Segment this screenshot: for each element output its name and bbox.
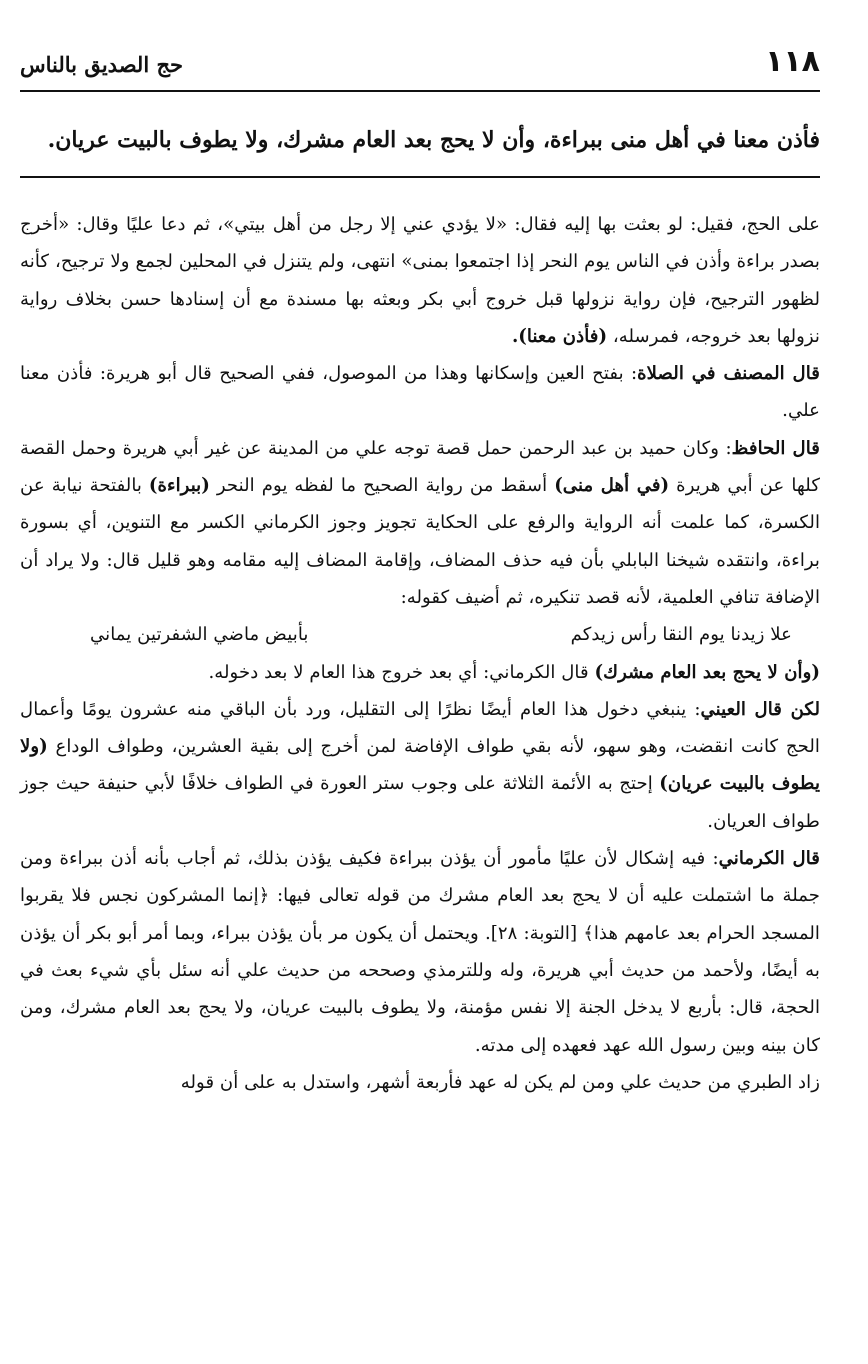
quoted-phrase: (وأن لا يحج بعد العام مشرك) — [594, 661, 820, 683]
citation: قال المصنف في الصلاة — [637, 363, 820, 385]
matn-rule — [20, 176, 820, 178]
header-rule — [20, 90, 820, 92]
commentary-text: زاد الطبري من حديث علي ومن لم يكن له عهد فأربعة أشهر، واستدل به على أن قوله — [180, 1071, 820, 1093]
verse-second-hemistich: بأبيض ماضي الشفرتين يماني — [90, 624, 309, 646]
page-header — [20, 40, 820, 90]
running-title: حج الصديق بالناس — [20, 52, 183, 77]
poetry-verse — [20, 616, 820, 653]
commentary-paragraph — [20, 654, 820, 691]
commentary-paragraph — [20, 691, 820, 840]
commentary-text: بالفتحة نيابة عن الكسرة، كما علمت أنه الرواية والرفع على الحكاية تجويز وجوز الكرماني الكسر مع التنوين، أي بسورة براءة، وانتقده شيخنا البابلي بأن فيه حذف المضاف، وإقامة المضاف إليه مقامه وهو قليل قال: ولا يراد أن الإضافة تنافي العلمية، لأنه قصد تنكيره، ثم أضيف كقوله: — [20, 475, 820, 608]
quoted-phrase: (ببراءة) — [148, 475, 210, 497]
commentary-text: : ينبغي دخول هذا العام أيضًا نظرًا إلى التقليل، ورد بأن الباقي منه عشرون يومًا وأعمال الحج كانت انقضت، وهو سهو، لأنه بقي طواف الإفاضة لمن أخرج إلى بقية العشرين، وطواف الوداع — [20, 698, 820, 758]
commentary-paragraph — [20, 840, 820, 1064]
matn-text: فأذن معنا في أهل منى ببراءة، وأن لا يحج بعد العام مشرك، ولا يطوف بالبيت عريان. — [47, 127, 820, 153]
commentary-text: على الحج، فقيل: لو بعثت بها إليه فقال: «لا يؤدي عني إلا رجل من أهل بيتي»، ثم دعا عليًا وقال: «أخرج بصدر براءة وأذن في الناس يوم النحر إذا اجتمعوا بمنى» انتهى، ولم يتنزل في المحلين لجمع ولا ترجيح، كأنه لظهور الترجيح، فإن رواية نزولها قبل خروج أبي بكر وبعثه بها مسندة مع أن إسنادها حسن بخلاف رواية نزولها بعد خروجه، فمرسله، — [20, 214, 820, 347]
verse-first-hemistich: علا زيدنا يوم النقا رأس زيدكم — [570, 624, 792, 646]
commentary-text: قال الكرماني: أي بعد خروج هذا العام لا بعد دخوله. — [208, 661, 595, 683]
page-number: ١١٨ — [765, 44, 820, 79]
quoted-phrase: (فأذن معنا). — [511, 325, 608, 347]
commentary-text: : بفتح العين وإسكانها وهذا من الموصول، ففي الصحيح قال أبو هريرة: فأذن معنا علي. — [20, 363, 820, 422]
commentary-text: إحتج به الأئمة الثلاثة على وجوب ستر العورة في الطواف خلافًا لأبي حنيفة حيث جوز طواف العريان. — [20, 773, 820, 832]
commentary — [20, 206, 820, 1101]
commentary-text: : وكان حميد بن عبد الرحمن حمل قصة توجه علي من المدينة عن غير أبي هريرة وحمل القصة كلها عن أبي هريرة — [20, 437, 820, 497]
commentary-paragraph — [20, 1064, 820, 1101]
commentary-paragraph — [20, 206, 820, 355]
citation: قال الحافظ — [731, 437, 821, 459]
quoted-phrase: (ولا يطوف بالبيت عريان) — [20, 736, 821, 795]
book-page — [20, 40, 820, 1101]
commentary-text: أسقط من رواية الصحيح ما لفظه يوم النحر — [209, 475, 555, 497]
commentary-paragraph — [20, 430, 820, 616]
commentary-paragraph — [20, 355, 820, 430]
citation: قال الكرماني — [718, 848, 820, 870]
quoted-phrase: (في أهل منى) — [554, 475, 670, 497]
commentary-text: : فيه إشكال لأن عليًا مأمور أن يؤذن ببراءة فكيف يؤذن بذلك، ثم أجاب بأنه أذن ببراءة ومن جملة ما اشتملت عليه أن لا يحج بعد العام مشرك من قوله تعالى فيها: ﴿إنما المشركون نجس فلا يقربوا المسجد الحرام بعد عامهم هذا﴾ [التوبة: ٢٨]. ويحتمل أن يكون مر بأن يؤذن ببراء، وبما أمر أبو بكر أن يؤذن به أيضًا، ولأحمد من حديث أبي هريرة، وله وللترمذي وصححه من حديث علي أنه سئل بأي شيء بعث في الحجة، قال: بأربع لا يدخل الجنة إلا نفس مؤمنة، ولا يطوف بالبيت عريان، ولا يحج بعد العام مشرك، ومن كان بينه وبين رسول الله عهد فعهده إلى مدته. — [20, 848, 820, 1056]
citation: لكن قال العيني — [700, 698, 820, 720]
